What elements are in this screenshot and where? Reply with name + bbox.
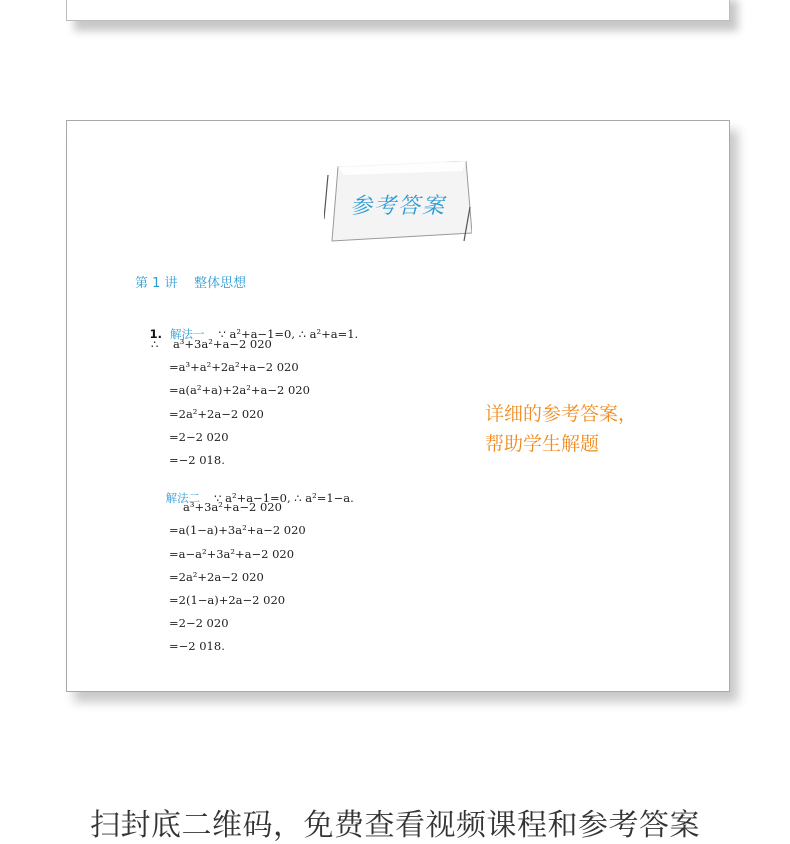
answer-header-title: 参考答案 [349, 194, 446, 219]
method1-line-3: =a(a²+a)+2a²+a−2 020 [169, 383, 310, 397]
method1-line-4: =2a²+2a−2 020 [169, 407, 264, 421]
method2-line-2: =a(1−a)+3a²+a−2 020 [169, 523, 306, 537]
bottom-caption: 扫封底二维码，免费查看视频课程和参考答案 [90, 808, 700, 843]
method2-line-6: =2−2 020 [169, 616, 229, 630]
method2-premise: ∵ a²+a−1=0, ∴ a²=1−a. [214, 491, 354, 505]
method2-line-3: =a−a²+3a²+a−2 020 [169, 547, 295, 561]
callout-line-2: 帮助学生解题 [485, 433, 600, 455]
lecture-title: 第 1 讲 整体思想 [135, 276, 247, 291]
method1-line-5: =2−2 020 [169, 430, 229, 444]
answer-page [66, 120, 730, 692]
method1-premise: ∵ a²+a−1=0, ∴ a²+a=1. [218, 327, 359, 341]
method1-line-6: =−2 018. [169, 453, 225, 467]
method2-line-7: =−2 018. [169, 639, 225, 653]
previous-page-edge [66, 0, 730, 21]
callout-text [485, 399, 637, 459]
method2-line-5: =2(1−a)+2a−2 020 [169, 593, 286, 607]
method2-line-4: =2a²+2a−2 020 [169, 570, 264, 584]
callout-line-1: 详细的参考答案， [485, 403, 638, 425]
method1-line-1: ∴ a³+3a²+a−2 020 [151, 337, 272, 351]
method1-line-2: =a³+a²+2a²+a−2 020 [169, 360, 299, 374]
answer-header-card [324, 161, 472, 243]
method2-line-1: a³+3a²+a−2 020 [183, 500, 282, 514]
problem-number: 1. [149, 327, 162, 341]
method1-label: 解法一 [170, 327, 205, 341]
method2-label: 解法二 [165, 491, 201, 505]
